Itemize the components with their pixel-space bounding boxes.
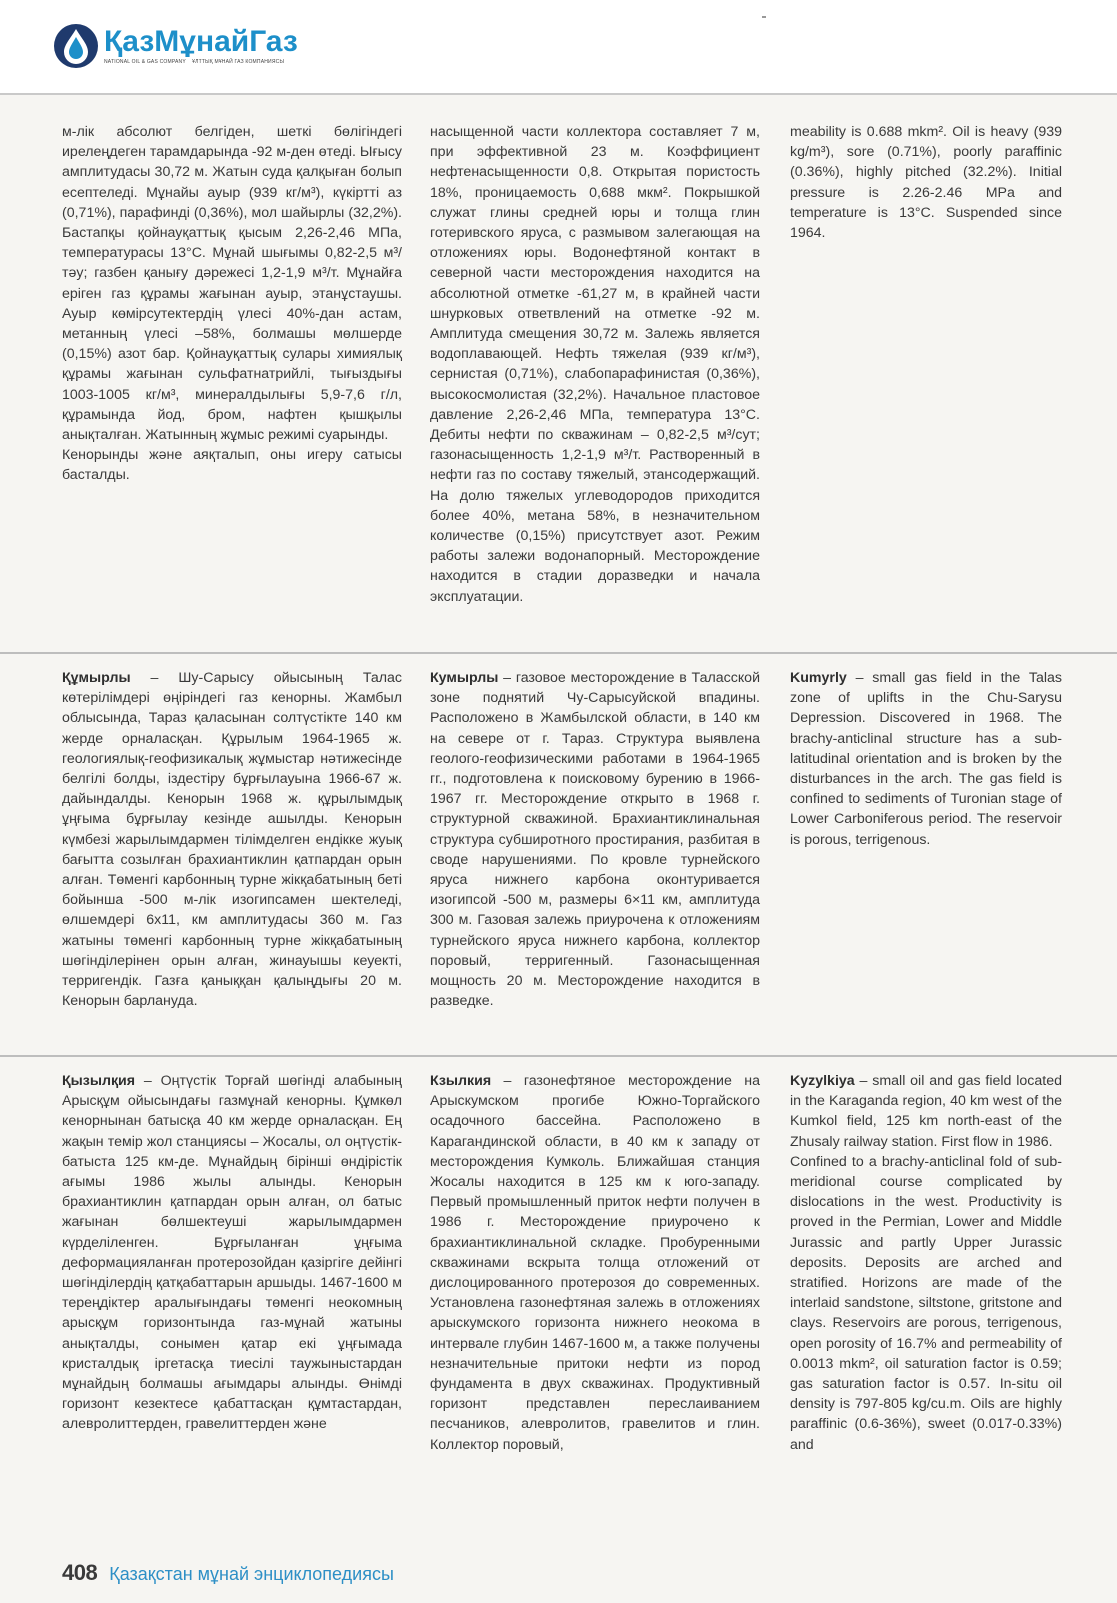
row3-kz-text: – Оңтүстік Торғай шөгінді алабының Арысқұм ойысындағы газмұнай кенорны. Құмкөл кенорнынан батысқа 40 км жерде орналасқан. Ең жақын темір жол станциясы – Жосалы, ол оңтүстік-батыста 125 км-де. Мұнайдың бірінші өндірістік ағымы 1986 жылы алынды. Кенорын брахиантиклин қатпардан орын алған, ол батыс жағынан бөлшектеуші жарылымдармен күрделіленген. Бұрғыланған ұңғыма деформацияланған протерозойдан қазіргіге дейінгі шөгінділердің қатқабаттарын аршыды. 1467-1600 м тереңдіктер аралығындағы төменгі неокомның арысқұм горизонтында газ-мұнай жатыны анықталды, сонымен қатар екі ұңғымада кристалдық іргетасқа тиесілі таужыныстардан мұнайдың болмашы ағымдары алынды. Өнімді горизонт кезектесе қабаттасқан құмтастардан, алевролиттерден, гравелиттерден және [62, 1073, 402, 1433]
row3-en-term: Kyzylkiya [790, 1073, 855, 1089]
row2-ru-term: Кумырлы [430, 670, 499, 686]
header-mark [762, 16, 766, 18]
row1-kazakh-column [62, 122, 402, 486]
logo-sub-right: ҰЛТТЫҚ МҰНАЙ ГАЗ КОМПАНИЯСЫ [192, 59, 285, 65]
logo-name: ҚазМұнайГаз [104, 25, 298, 58]
row3-kazakh-column [62, 1071, 402, 1435]
row3-russian-column [430, 1071, 760, 1455]
row2-russian-column [430, 668, 760, 1011]
oil-drop-logo-icon [52, 22, 100, 70]
row1-english-column [790, 122, 1062, 243]
row3-en-paragraph-2: Confined to a brachy-anticlinal fold of sub-meridional course complicated by dislocations in the west. Productivity is proved in the Permian, Lower and Middle Jurassic and partly Upper Jurassic deposits. Deposits are arched and stratified. Horizons are made of the interlaid sandstone, siltstone, gritstone and clays. Reservoirs are porous, terrigenous, open porosity of 16.7% and permeability of 0.0013 mkm², oil saturation factor is 0.59; gas saturation factor is 0.57. In-situ oil density is 797-805 kg/cu.m. Oils are highly paraffinic (0.6-36%), sweet (0.017-0.33%) and [790, 1153, 1062, 1453]
row3-kz-term: Қызылқия [62, 1073, 136, 1089]
logo-subtitle [104, 59, 298, 65]
row2-ru-text: – газовое месторождение в Таласской зоне поднятий Чу-Сарысуйской впадины. Расположено в Жамбылской области, в 140 км на севере от г. Тараз. Структура выявлена геолого-геофизическими работами в 1964-1965 гг., подготовлена к поисковому бурению в 1966-1967 гг. Месторождение открыто в 1968 г. структурной скважиной. Брахиантиклинальная структура субширотного простирания, разбитая в своде нарушениями. По кровле турнейского яруса нижнего карбона оконтуривается изогипсой -500 м, размеры 6×11 км, амплитуда 300 м. Газовая залежь приурочена к отложениям турнейского яруса нижнего карбона, коллектор поровый, терригенный. Газонасыщенная мощность 20 м. Месторождение находится в разведке. [430, 670, 760, 1010]
section-divider-1 [0, 652, 1117, 654]
page-header [0, 0, 1117, 95]
section-divider-2 [0, 1055, 1117, 1057]
logo-sub-left: NATIONAL OIL & GAS COMPANY [104, 59, 186, 65]
row1-kz-paragraph-2: Кенорынды және аяқталып, оны игеру сатысы басталды. [62, 447, 402, 484]
publication-title: Қазақстан мұнай энциклопедиясы [109, 1564, 394, 1584]
company-logo [52, 20, 298, 72]
row2-kz-term: Құмырлы [62, 670, 131, 686]
page-number: 408 [62, 1560, 98, 1585]
row3-en-text-1: – small oil and gas field located in the Karaganda region, 40 km west of the Kumkol field, 125 km north-east of the Zhusaly railway station. First flow in 1986. [790, 1073, 1062, 1150]
row2-english-column [790, 668, 1062, 850]
header-divider [0, 93, 1117, 95]
row2-en-term: Kumyrly [790, 670, 847, 686]
row2-kazakh-column [62, 668, 402, 1011]
row3-english-column [790, 1071, 1062, 1455]
row1-kz-paragraph-1: м-лік абсолют белгіден, шеткі бөлігіндегі ирелеңдеген тарамдарында -92 м-ден өтеді. Ығысу амплитудасы 30,72 м. Жатын суда қалқыған болып есептеледі. Мұнайы ауыр (939 кг/м³), күкіртті аз (0,71%), парафинді (0,36%), мол шайырлы (32,2%). Бастапқы қойнауқаттық қысым 2,26-2,46 МПа, температурасы 13°С. Мұнай шығымы 0,82-2,5 м³/тәу; газбен қанығу дәрежесі 1,2-1,9 м³/т. Мұнайға еріген газ құрамы жағынан ауыр, этанұстаушы. Ауыр көмірсутектердің үлесі 40%-дан астам, метанның үлесі –58%, болмашы мөлшерде (0,15%) азот бар. Қойнауқаттық сулары химиялық құрамы жағынан сульфатнатрийлі, тығыздығы 1003-1005 кг/м³, минералдылығы 5,9-7,6 г/л, құрамында йод, бром, нафтен қышқылы анықталған. Жатынның жұмыс режимі суарынды. [62, 124, 403, 444]
row1-en-paragraph: meability is 0.688 mkm². Oil is heavy (939 kg/m³), sore (0.71%), poorly paraffinic (0.36%), highly pitched (32.2%). Initial pressure is 2.26-2.46 MPa and temperature is 13°C. Suspended since 1964. [790, 124, 1062, 242]
row2-en-text: – small gas field in the Talas zone of uplifts in the Chu-Sarysu Depression. Discovered in 1968. The brachy-anticlinal structure has a sub-latitudinal orientation and is broken by the disturbances in the arch. The gas field is confined to sediments of Turonian stage of Lower Carboniferous period. The reservoir is porous, terrigenous. [790, 670, 1062, 848]
row1-ru-paragraph: насыщенной части коллектора составляет 7 м, при эффективной 23 м. Коэффициент нефтенасыщенности 0,8. Открытая пористость 18%, проницаемость 0,688 мкм². Покрышкой служат глины средней юры и толща глин готеривского яруса, с размывом залегающая на отложениях юры. Водонефтяной контакт в северной части месторождения находится на абсолютной отметке -61,27 м, в крайней части шнурковых ответвлений на отметке -92 м. Амплитуда смещения 30,72 м. Залежь является водоплавающей. Нефть тяжелая (939 кг/м³), сернистая (0,71%), слабопарафинистая (0,36%), высокосмолистая (32,2%). Начальное пластовое давление 2,26-2,46 МПа, температура 13°С. Дебиты нефти по скважинам – 0,82-2,5 м³/сут; газонасыщенность 1,2-1,9 м³/т. Растворенный в нефти газ по составу тяжелый, этансодержащий. На долю тяжелых углеводородов приходится более 40%, метана 58%, в незначительном количестве (0,15%) присутствует азот. Режим работы залежи водонапорный. Месторождение находится в стадии доразведки и начала эксплуатации. [430, 124, 760, 605]
row3-ru-text: – газонефтяное месторождение на Арыскумском прогибе Южно-Торгайского осадочного бассейна. Расположено в Карагандинской области, в 40 км к западу от месторождения Кумколь. Ближайшая станция Жосалы находится в 125 км к юго-западу. Первый промышленный приток нефти получен в 1986 г. Месторождение приурочено к брахиантиклинальной складке. Пробуренными скважинами вскрыта толща отложений от дислоцированного протерозоя до современных. Установлена газонефтяная залежь в отложениях арыскумского горизонта нижнего неокома в интервале глубин 1467-1600 м, а также получены незначительные притоки нефти из пород фундамента в двух скважинах. Продуктивный горизонт представлен переслаиванием песчаников, алевролитов, гравелитов и глин. Коллектор поровый, [430, 1073, 760, 1453]
row3-ru-term: Кзылкия [430, 1073, 492, 1089]
page-footer [62, 1560, 394, 1586]
row1-russian-column [430, 122, 760, 607]
row2-kz-text: – Шу-Сарысу ойысының Талас көтерілімдері өңіріндегі газ кенорны. Жамбыл облысында, Тараз қаласынан солтүстікте 140 км жерде орналасқан. Құрылым 1964-1965 ж. геологиялық-геофизикалық жұмыстар нәтижесінде белгілі болды, іздестіру бұрғылауына 1966-67 ж. дайындалды. Кенорын 1968 ж. құрылымдық ұңғыма бұрғылау кезінде ашылды. Кенорын күмбезі жарылымдармен тілімделген ендікке жуық бағытта созылған брахиантиклин қатпардан орын алған. Төменгі карбонның турне жікқабатының беті бойынша -500 м-лік изогипсамен шектеледі, өлшемдері 6х11, км амплитудасы 360 м. Газ жатыны төменгі карбонның турне жікқабатының шөгінділерінен орын алған, жинауышы кеуекті, терригендік. Газға қаныққан қалыңдығы 20 м. Кенорын барлануда. [62, 670, 402, 1010]
